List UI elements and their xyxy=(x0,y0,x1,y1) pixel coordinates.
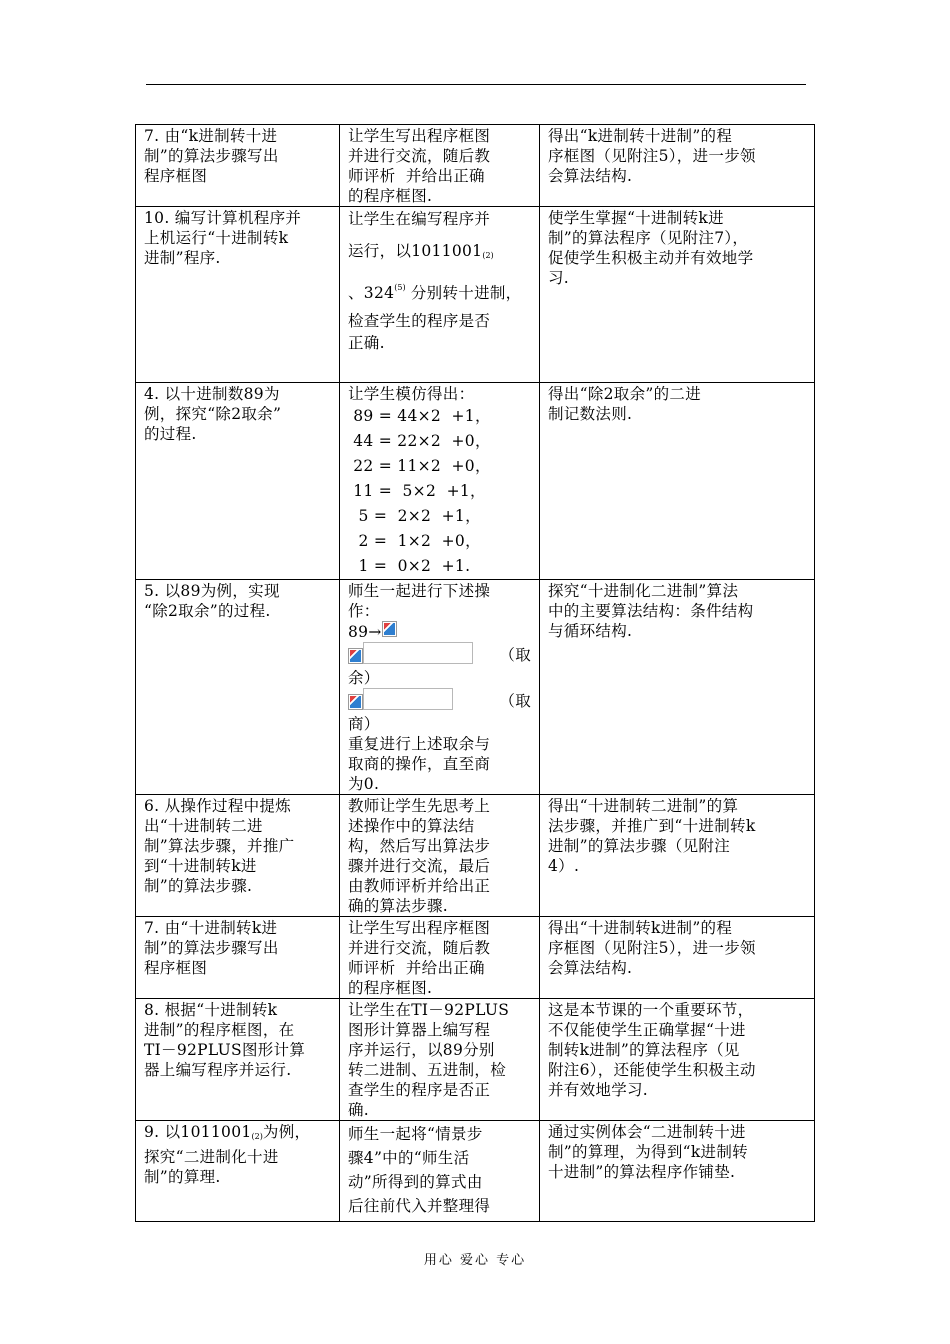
table-row xyxy=(136,999,815,1121)
activity-cell: 让学生写出程序框图 并进行交流，随后教 师评析 并给出正确 的程序框图. xyxy=(340,917,540,999)
purpose-cell: 通过实例体会“二进制转十进 制”的算理，为得到“k进制转 十进制”的算法程序作铺垫. xyxy=(540,1121,815,1222)
table-row xyxy=(136,125,815,207)
division-equation: 5 = 2×2 +1， xyxy=(348,507,481,525)
header-rule xyxy=(146,84,806,85)
activity-cell: 让学生在编写程序并 运行，以$1011001_{(2)}$ 、324$^{(5)}$ 分别转十进制， 检查学生的程序是否 正确. xyxy=(340,207,540,383)
division-equation: 11 = 5×2 +1， xyxy=(348,482,486,500)
table-row xyxy=(136,917,815,999)
broken-image-icon xyxy=(348,648,363,664)
table-row xyxy=(136,383,815,580)
step-cell: 4. 以十进制数89为 例，探究“除2取余” 的过程. xyxy=(136,383,340,580)
base-superscript: (5) xyxy=(394,283,406,292)
purpose-cell: 探究“十进制化二进制”算法 中的主要算法结构：条件结构 与循环结构. xyxy=(540,580,815,795)
activity-cell: 让学生在TI－92PLUS 图形计算器上编写程 序并运行，以89分别 转二进制、五进制，检 查学生的程序是否正 确. xyxy=(340,999,540,1121)
division-equation: 1 = 0×2 +1. xyxy=(348,557,471,575)
table-row xyxy=(136,580,815,795)
purpose-cell: 这是本节课的一个重要环节， 不仅能使学生正确掌握“十进 制转k进制”的算法程序（见 附注6），还能使学生积极主动 并有效地学习. xyxy=(540,999,815,1121)
step-cell: 9. 以$1011001_{(2)}$为例， 探究“二进制化十进 制”的算理. xyxy=(136,1121,340,1222)
base-subscript: (2) xyxy=(251,1132,263,1141)
activity-cell: 让学生模仿得出： 89 = 44×2 +1， 44 = 22×2 +0， 22 = 11×2 +0， 11 = 5×2 +1， 5 = 2×2 +1， 2 = 1×2 +0， 1 = 0×2 +1. xyxy=(340,383,540,580)
table-row xyxy=(136,795,815,917)
step-cell: 7. 由“k进制转十进 制”的算法步骤写出 程序框图 xyxy=(136,125,340,207)
activity-cell: 教师让学生先思考上 述操作中的算法结 构，然后写出算法步 骤并进行交流，最后 由教师评析并给出正 确的算法步骤. xyxy=(340,795,540,917)
activity-cell: 让学生写出程序框图 并进行交流，随后教 师评析 并给出正确 的程序框图. xyxy=(340,125,540,207)
purpose-cell: 得出“除2取余”的二进 制记数法则. xyxy=(540,383,815,580)
purpose-cell: 得出“十进制转k进制”的程 序框图（见附注5），进一步领 会算法结构. xyxy=(540,917,815,999)
purpose-cell: 使学生掌握“十进制转k进 制”的算法程序（见附注7）， 促使学生积极主动并有效地学 习. xyxy=(540,207,815,383)
purpose-cell: 得出“十进制转二进制”的算 法步骤，并推广到“十进制转k 进制”的算法步骤（见附注 4）. xyxy=(540,795,815,917)
activity-cell: 师生一起将“情景步 骤4”中的“师生活 动”所得到的算式由 后往前代入并整理得 xyxy=(340,1121,540,1222)
division-equation: 22 = 11×2 +0， xyxy=(348,457,491,475)
activity-cell: 师生一起进行下述操 作： 89→ （取 余） （取 商） 重复进行上述取余与 取商的操作，直至商 为0. xyxy=(340,580,540,795)
table-row xyxy=(136,207,815,383)
base-subscript: (2) xyxy=(482,251,494,260)
division-equation: 2 = 1×2 +0， xyxy=(348,532,481,550)
quotient-box xyxy=(363,688,453,710)
page-footer: 用心 爱心 专心 xyxy=(423,1253,527,1268)
step-cell: 7. 由“十进制转k进 制”的算法步骤写出 程序框图 xyxy=(136,917,340,999)
step-cell: 10. 编写计算机程序并 上机运行“十进制转k 进制”程序. xyxy=(136,207,340,383)
remainder-box xyxy=(363,642,473,664)
step-cell: 5. 以89为例，实现 “除2取余”的过程. xyxy=(136,580,340,795)
lesson-plan-table xyxy=(135,124,815,1222)
purpose-cell: 得出“k进制转十进制”的程 序框图（见附注5），进一步领 会算法结构. xyxy=(540,125,815,207)
division-equation: 44 = 22×2 +0， xyxy=(348,432,491,450)
step-cell: 8. 根据“十进制转k 进制”的程序框图，在 TI－92PLUS图形计算 器上编写程序并运行. xyxy=(136,999,340,1121)
broken-image-icon xyxy=(382,621,397,637)
broken-image-icon xyxy=(348,694,363,710)
step-cell: 6. 从操作过程中提炼 出“十进制转二进 制”算法步骤，并推广 到“十进制转k进 制”的算法步骤. xyxy=(136,795,340,917)
division-equation: 89 = 44×2 +1， xyxy=(348,407,491,425)
table-row xyxy=(136,1121,815,1222)
